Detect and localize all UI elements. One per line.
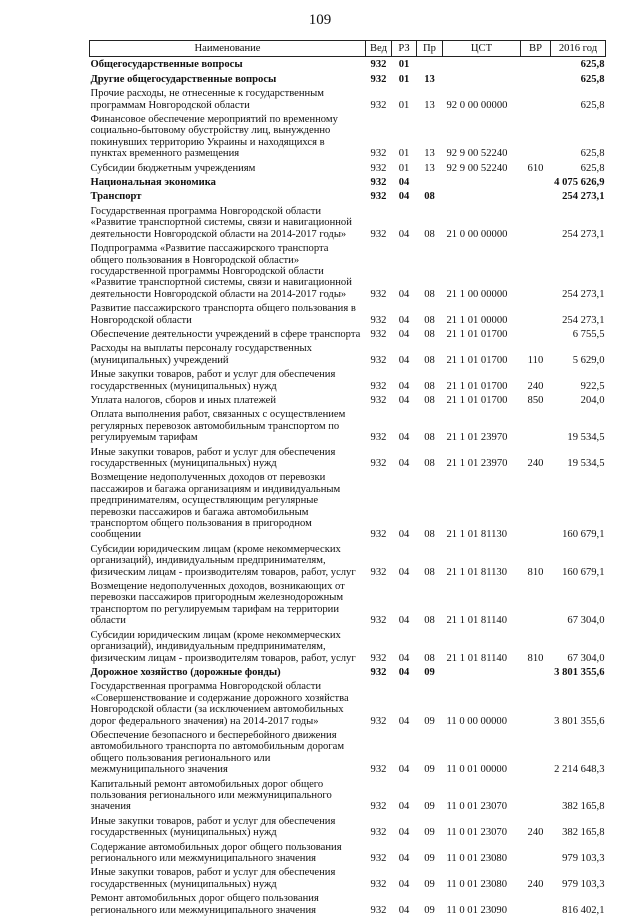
row-vr: 810 [527, 652, 544, 664]
row-cst: 21 0 00 00000 [446, 228, 508, 240]
row-cst: 21 1 01 23970 [446, 458, 508, 469]
row-cst [443, 665, 521, 679]
column-header-amount: 2016 год [551, 41, 606, 57]
row-amount: 382 165,8 [562, 801, 605, 813]
table-row [90, 341, 606, 367]
row-amount: 254 273,1 [562, 288, 605, 300]
table-row [90, 112, 606, 161]
row-pr: 09 [424, 666, 435, 678]
row-amount: 625,8 [580, 73, 605, 85]
row-vr [521, 579, 551, 628]
row-amount: 160 679,1 [562, 566, 605, 578]
row-ved: 932 [370, 394, 387, 406]
row-ved: 932 [370, 59, 387, 71]
table-row [90, 72, 606, 86]
row-rz: 04 [398, 394, 410, 406]
row-vr [521, 470, 551, 541]
table-row [90, 728, 606, 777]
row-pr: 08 [424, 566, 435, 578]
row-pr: 08 [424, 652, 435, 664]
row-name: Государственная программа Новгородской области «Развитие транспортной системы, связи и навигационной деятельности Новгородской области на 2014-2017 годы» [90, 205, 352, 240]
row-cst: 11 0 01 23070 [446, 801, 508, 813]
row-pr: 08 [424, 529, 435, 541]
row-amount: 160 679,1 [562, 529, 605, 541]
row-vr: 850 [527, 394, 544, 406]
row-rz: 04 [398, 458, 410, 469]
row-name: Субсидии юридическим лицам (кроме некоммерческих организаций), индивидуальным предпринимателям, физическим лицам - производителям товаров, работ, услуг [90, 543, 356, 578]
row-cst: 21 1 01 01700 [446, 328, 508, 340]
row-rz: 04 [398, 715, 410, 727]
row-ved: 932 [370, 764, 387, 776]
table-row [90, 407, 606, 444]
row-amount: 19 534,5 [567, 458, 605, 469]
row-amount: 979 103,3 [562, 878, 605, 890]
row-rz: 04 [398, 354, 410, 366]
column-header-cst: ЦСТ [443, 41, 521, 57]
row-rz: 01 [398, 59, 410, 71]
row-name: Расходы на выплаты персоналу государственных (муниципальных) учреждений [90, 343, 312, 366]
row-rz: 04 [398, 666, 410, 678]
column-header-vr: ВР [521, 41, 551, 57]
row-pr [417, 175, 443, 189]
table-row [90, 665, 606, 679]
table-row [90, 579, 606, 628]
row-vr [521, 728, 551, 777]
table-row [90, 814, 606, 840]
row-rz: 04 [398, 191, 410, 203]
row-pr: 13 [424, 73, 435, 85]
row-vr [521, 840, 551, 866]
row-name: Оплата выполнения работ, связанных с осуществлением регулярных перевозок автомобильным транспортом по регулируемым тарифам [90, 409, 346, 444]
row-vr [521, 189, 551, 203]
table-row [90, 204, 606, 241]
row-rz: 04 [398, 529, 410, 541]
row-ved: 932 [370, 328, 387, 340]
row-ved: 932 [370, 878, 387, 890]
row-amount: 625,8 [580, 148, 605, 160]
table-row [90, 628, 606, 665]
row-rz: 04 [398, 177, 410, 189]
row-amount: 254 273,1 [562, 314, 605, 326]
row-pr: 13 [424, 148, 435, 160]
row-vr [521, 665, 551, 679]
row-pr: 08 [424, 288, 435, 300]
row-rz: 04 [398, 853, 410, 864]
row-pr: 09 [424, 801, 435, 813]
row-pr: 09 [424, 827, 435, 839]
row-name: Транспорт [90, 191, 142, 203]
column-header-pr: Пр [417, 41, 443, 57]
row-cst: 11 0 01 23080 [446, 853, 508, 864]
row-amount: 4 075 626,9 [554, 177, 605, 189]
row-vr [521, 777, 551, 814]
table-row [90, 241, 606, 301]
table-row [90, 891, 606, 917]
table-row [90, 175, 606, 189]
row-amount: 625,8 [580, 162, 605, 174]
row-rz: 04 [398, 228, 410, 240]
row-vr [521, 57, 551, 72]
row-rz: 01 [398, 148, 410, 160]
row-ved: 932 [370, 354, 387, 366]
row-rz: 04 [398, 288, 410, 300]
row-cst: 11 0 01 23080 [446, 878, 508, 890]
row-vr: 110 [527, 354, 544, 366]
row-name: Уплата налогов, сборов и иных платежей [90, 394, 277, 406]
table-row [90, 679, 606, 728]
row-name: Прочие расходы, не отнесенные к государственным программам Новгородской области [90, 88, 325, 111]
row-rz: 04 [398, 904, 410, 916]
row-cst: 21 1 01 81140 [446, 652, 508, 664]
row-vr: 240 [527, 380, 544, 392]
row-rz: 04 [398, 615, 410, 627]
row-name: Содержание автомобильных дорог общего пользования регионального или межмуниципального значения [90, 841, 342, 864]
row-cst [443, 175, 521, 189]
row-pr: 08 [424, 458, 435, 469]
column-header-ved: Вед [366, 41, 392, 57]
row-ved: 932 [370, 432, 387, 444]
budget-table [89, 40, 606, 917]
row-ved: 932 [370, 177, 387, 189]
row-pr: 13 [424, 162, 435, 174]
row-cst [443, 57, 521, 72]
row-cst: 92 9 00 52240 [446, 148, 508, 160]
row-vr [521, 241, 551, 301]
table-row [90, 777, 606, 814]
row-cst [443, 72, 521, 86]
row-vr: 240 [527, 878, 544, 890]
table-row [90, 865, 606, 891]
row-cst: 21 1 01 81140 [446, 615, 508, 627]
row-cst: 21 1 00 00000 [446, 288, 508, 300]
row-name: Возмещение недополученных доходов, возникающих от перевозки пассажиров пригородным железнодорожным транспортом по регулируемым тарифам на территории области [90, 581, 345, 627]
table-body [90, 57, 606, 917]
row-name: Возмещение недополученных доходов от перевозки пассажиров и багажа организациям и индивидуальным предпринимателям, осуществляющим регулярные перевозки пассажиров и багажа автомобильным транспортом общего пользования в пригородном сообщении [90, 472, 341, 541]
row-ved: 932 [370, 666, 387, 678]
row-ved: 932 [370, 73, 387, 85]
table-row [90, 840, 606, 866]
row-ved: 932 [370, 652, 387, 664]
row-rz: 01 [398, 99, 410, 111]
row-pr: 08 [424, 191, 435, 203]
table-header-row [90, 41, 606, 57]
row-vr: 240 [527, 827, 544, 839]
row-pr: 08 [424, 328, 435, 340]
row-ved: 932 [370, 904, 387, 916]
row-name: Национальная экономика [90, 177, 216, 189]
row-name: Дорожное хозяйство (дорожные фонды) [90, 666, 281, 678]
row-cst: 21 1 01 81130 [446, 566, 508, 578]
row-amount: 382 165,8 [562, 827, 605, 839]
row-name: Иные закупки товаров, работ и услуг для обеспечения государственных (муниципальных) нужд [90, 369, 336, 392]
row-rz: 04 [398, 827, 410, 839]
table-row [90, 542, 606, 579]
row-name: Обеспечение деятельности учреждений в сфере транспорта [90, 328, 361, 340]
row-name: Иные закупки товаров, работ и услуг для обеспечения государственных (муниципальных) нужд [90, 815, 336, 839]
row-amount: 922,5 [580, 380, 605, 392]
row-ved: 932 [370, 715, 387, 727]
row-ved: 932 [370, 380, 387, 392]
table-row [90, 161, 606, 175]
row-cst [443, 189, 521, 203]
row-ved: 932 [370, 801, 387, 813]
row-amount: 67 304,0 [567, 615, 605, 627]
table-row [90, 189, 606, 203]
row-cst: 21 1 01 23970 [446, 432, 508, 444]
row-cst: 21 1 01 81130 [446, 529, 508, 541]
row-ved: 932 [370, 827, 387, 839]
row-amount: 816 402,1 [562, 904, 605, 916]
row-ved: 932 [370, 529, 387, 541]
row-vr [521, 301, 551, 327]
row-name: Субсидии бюджетным учреждениям [90, 162, 256, 174]
row-vr [521, 407, 551, 444]
row-pr: 08 [424, 380, 435, 392]
row-pr [417, 57, 443, 72]
row-rz: 04 [398, 652, 410, 664]
row-pr: 09 [424, 878, 435, 890]
row-rz: 04 [398, 764, 410, 776]
row-pr: 08 [424, 394, 435, 406]
row-name: Государственная программа Новгородской области «Совершенствование и содержание дорожного хозяйства Новгородской области (за исключением автомобильных дорог федерального значения) на 2014-2017 годы» [90, 681, 349, 727]
row-ved: 932 [370, 314, 387, 326]
table-row [90, 86, 606, 112]
row-amount: 254 273,1 [562, 191, 605, 203]
row-ved: 932 [370, 191, 387, 203]
row-rz: 04 [398, 314, 410, 326]
row-pr: 09 [424, 904, 435, 916]
row-cst: 11 0 01 00000 [446, 764, 508, 776]
row-amount: 204,0 [580, 394, 605, 406]
row-rz: 01 [398, 73, 410, 85]
table-row [90, 57, 606, 72]
row-ved: 932 [370, 228, 387, 240]
table-row [90, 367, 606, 393]
row-pr: 08 [424, 228, 435, 240]
row-name: Иные закупки товаров, работ и услуг для обеспечения государственных (муниципальных) нужд [90, 867, 336, 890]
row-amount: 254 273,1 [562, 228, 605, 240]
table-row [90, 301, 606, 327]
row-cst: 11 0 01 23070 [446, 827, 508, 839]
row-pr: 08 [424, 354, 435, 366]
row-name: Другие общегосударственные вопросы [90, 73, 277, 85]
row-cst: 21 1 01 00000 [446, 314, 508, 326]
row-amount: 2 214 648,3 [554, 764, 605, 776]
row-vr [521, 327, 551, 341]
row-vr [521, 175, 551, 189]
row-vr: 610 [527, 162, 544, 174]
row-pr: 08 [424, 432, 435, 444]
row-ved: 932 [370, 288, 387, 300]
row-cst: 21 1 01 01700 [446, 354, 508, 366]
row-pr: 09 [424, 715, 435, 727]
row-name: Общегосударственные вопросы [90, 59, 243, 71]
row-cst: 92 9 00 52240 [446, 162, 508, 174]
row-vr [521, 112, 551, 161]
row-name: Обеспечение безопасного и бесперебойного движения автомобильного транспорта по автомобильным дорогам общего пользования регионального или межмуниципального значения [90, 729, 345, 776]
row-cst: 21 1 01 01700 [446, 380, 508, 392]
row-amount: 3 801 355,6 [554, 715, 605, 727]
row-rz: 04 [398, 432, 410, 444]
row-rz: 01 [398, 162, 410, 174]
row-cst: 11 0 01 23090 [446, 904, 508, 916]
row-name: Развитие пассажирского транспорта общего пользования в Новгородской области [90, 303, 356, 326]
row-rz: 04 [398, 566, 410, 578]
row-rz: 04 [398, 380, 410, 392]
row-name: Капитальный ремонт автомобильных дорог общего пользования регионального или межмуниципального значения [90, 778, 332, 813]
row-vr [521, 679, 551, 728]
column-header-rz: РЗ [392, 41, 417, 57]
column-header-name: Наименование [90, 41, 366, 57]
row-vr [521, 72, 551, 86]
row-vr [521, 86, 551, 112]
row-name: Ремонт автомобильных дорог общего пользования регионального или межмуниципального значения [90, 893, 319, 916]
row-amount: 67 304,0 [567, 652, 605, 664]
table-row [90, 327, 606, 341]
row-vr: 810 [527, 566, 544, 578]
row-pr: 09 [424, 764, 435, 776]
row-cst: 92 0 00 00000 [446, 99, 508, 111]
row-pr: 08 [424, 615, 435, 627]
row-amount: 19 534,5 [567, 432, 605, 444]
row-rz: 04 [398, 328, 410, 340]
row-vr [521, 891, 551, 917]
row-rz: 04 [398, 878, 410, 890]
table-row [90, 470, 606, 541]
row-pr: 13 [424, 99, 435, 111]
row-name: Субсидии юридическим лицам (кроме некоммерческих организаций), индивидуальным предпринимателям, физическим лицам - производителям товаров, работ, услуг [90, 629, 356, 664]
row-cst: 11 0 00 00000 [446, 715, 508, 727]
table-row [90, 445, 606, 471]
row-ved: 932 [370, 99, 387, 111]
row-ved: 932 [370, 853, 387, 864]
row-pr: 09 [424, 853, 435, 864]
row-cst: 21 1 01 01700 [446, 394, 508, 406]
row-vr [521, 204, 551, 241]
row-amount: 6 755,5 [572, 328, 605, 340]
row-amount: 625,8 [580, 99, 605, 111]
row-pr: 08 [424, 314, 435, 326]
row-ved: 932 [370, 458, 387, 469]
row-ved: 932 [370, 148, 387, 160]
row-ved: 932 [370, 615, 387, 627]
row-amount: 5 629,0 [572, 354, 605, 366]
row-name: Иные закупки товаров, работ и услуг для обеспечения государственных (муниципальных) нужд [90, 446, 336, 469]
row-name: Подпрограмма «Развитие пассажирского транспорта общего пользования в Новгородской области» государственной программы Новгородской области «Развитие транспортной системы, связи и навигационной деятельности Новгородской области на 2014-2017 годы» [90, 243, 352, 300]
page-number: 109 [308, 12, 332, 28]
row-ved: 932 [370, 162, 387, 174]
row-amount: 625,8 [580, 59, 605, 71]
row-ved: 932 [370, 566, 387, 578]
table-row [90, 393, 606, 407]
row-rz: 04 [398, 801, 410, 813]
row-amount: 3 801 355,6 [554, 666, 605, 678]
row-name: Финансовое обеспечение мероприятий по временному социально-бытовому обустройству лиц, вынужденно покинувших территорию Украины и находящихся в пунктах временного размещения [90, 114, 338, 160]
row-vr: 240 [527, 458, 544, 469]
row-amount: 979 103,3 [562, 853, 605, 864]
